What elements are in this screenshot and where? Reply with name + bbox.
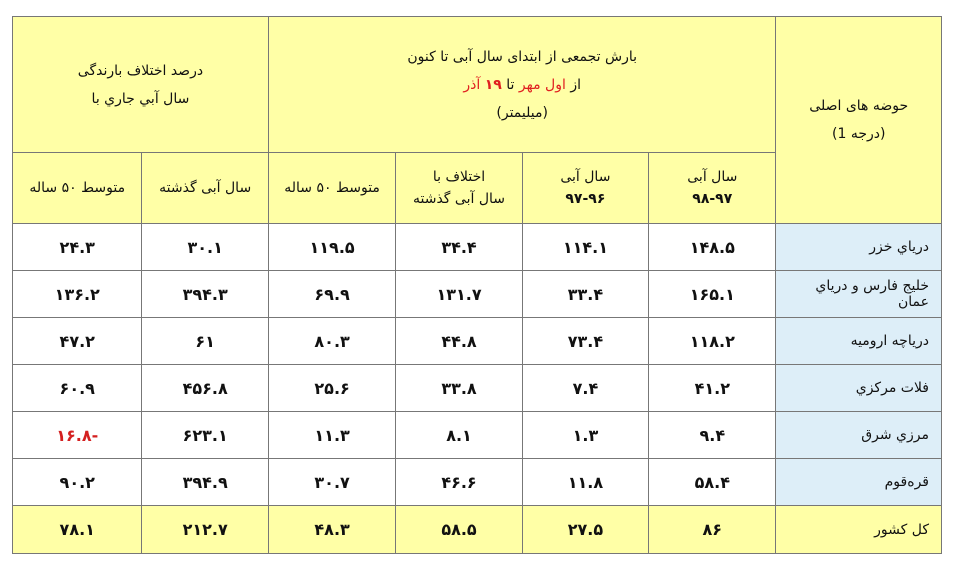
col-prev-year: ۹۷-۹۶ (565, 191, 606, 207)
cell-prev: ۱۱.۸ (522, 459, 648, 506)
period-day: ۱۹ (484, 76, 502, 93)
cell-prev: ۷.۴ (522, 365, 648, 412)
col-current-label: سال آبی (687, 169, 738, 185)
diff-title: درصد اختلاف بارندگی (77, 62, 204, 79)
basin-name: درياي خزر (776, 224, 942, 271)
cell-current: ۱۴۸.۵ (649, 224, 776, 271)
header-row-1 (13, 17, 942, 153)
cell-pct-prev: ۳۹۴.۳ (142, 271, 268, 318)
cell-current: ۱۶۵.۱ (649, 271, 776, 318)
period-to: تا (506, 76, 515, 93)
period-prefix: از (570, 76, 581, 93)
table-row (13, 459, 942, 506)
table-row (13, 224, 942, 271)
cell-avg50: ۸۰.۳ (268, 318, 395, 365)
cell-avg50: ۳۰.۷ (268, 459, 395, 506)
rainfall-table (12, 16, 942, 554)
basin-name: فلات مركزي (776, 365, 942, 412)
basin-name: مرزي شرق (776, 412, 942, 459)
basin-header-degree: (درجه 1) (832, 126, 886, 142)
cell-avg50: ۶۹.۹ (268, 271, 395, 318)
basin-name: درياچه اروميه (776, 318, 942, 365)
cell-pct-avg50: ۴۷.۲ (13, 318, 142, 365)
diff-subtitle: سال آبي جاري با (91, 90, 190, 107)
col-diffprev-header (396, 153, 522, 224)
col-pct-avg50-header: متوسط ۵۰ ساله (13, 153, 142, 224)
basin-header-title: حوضه های اصلی (809, 98, 909, 114)
cell-avg50: ۱۱.۳ (268, 412, 395, 459)
period-month: آذر (463, 76, 481, 93)
cell-pct-avg50: ۱۳۶.۲ (13, 271, 142, 318)
cell-avg50: ۲۵.۶ (268, 365, 395, 412)
cell-avg50: ۱۱۹.۵ (268, 224, 395, 271)
basin-header (776, 17, 942, 224)
table-row (13, 412, 942, 459)
col-prev-header (522, 153, 648, 224)
total-pct-avg50: ۷۸.۱ (13, 506, 142, 554)
cell-current: ۴۱.۲ (649, 365, 776, 412)
cell-pct-prev: ۳۰.۱ (142, 224, 268, 271)
unit-label: (میلیمتر) (496, 104, 548, 121)
table-row (13, 365, 942, 412)
cell-prev: ۱.۳ (522, 412, 648, 459)
cell-current: ۵۸.۴ (649, 459, 776, 506)
cell-pct-avg50-negative: -۱۶.۸ (13, 412, 142, 459)
col-current-year: ۹۸-۹۷ (692, 191, 733, 207)
table-row (13, 318, 942, 365)
col-pct-prev-header: سال آبی گذشته (142, 153, 268, 224)
cell-diff-prev: ۱۳۱.۷ (396, 271, 522, 318)
cell-pct-prev: ۳۹۴.۹ (142, 459, 268, 506)
col-diffprev-sub: سال آبی گذشته (413, 191, 505, 207)
col-diffprev-label: اختلاف با (432, 169, 486, 185)
total-label: كل كشور (776, 506, 942, 554)
cell-pct-avg50: ۶۰.۹ (13, 365, 142, 412)
cell-diff-prev: ۴۴.۸ (396, 318, 522, 365)
cell-prev: ۳۳.۴ (522, 271, 648, 318)
cell-diff-prev: ۴۶.۶ (396, 459, 522, 506)
cell-pct-prev: ۶۲۳.۱ (142, 412, 268, 459)
basin-name: قره‌قوم (776, 459, 942, 506)
period-start: اول مهر (518, 76, 566, 93)
total-pct-prev: ۲۱۲.۷ (142, 506, 268, 554)
col-avg50-header: متوسط ۵۰ ساله (268, 153, 395, 224)
total-current: ۸۶ (649, 506, 776, 554)
col-prev-label: سال آبی (560, 169, 611, 185)
total-avg50: ۴۸.۳ (268, 506, 395, 554)
diff-header (13, 17, 269, 153)
cell-diff-prev: ۸.۱ (396, 412, 522, 459)
total-row (13, 506, 942, 554)
cell-current: ۱۱۸.۲ (649, 318, 776, 365)
period-line (275, 71, 770, 99)
cell-pct-prev: ۴۵۶.۸ (142, 365, 268, 412)
table-row (13, 271, 942, 318)
cell-pct-avg50: ۹۰.۲ (13, 459, 142, 506)
cell-diff-prev: ۳۳.۸ (396, 365, 522, 412)
cell-pct-prev: ۶۱ (142, 318, 268, 365)
cumulative-header (268, 17, 776, 153)
cumulative-title: بارش تجمعی از ابتدای سال آبی تا کنون (407, 48, 638, 65)
cell-prev: ۱۱۴.۱ (522, 224, 648, 271)
col-current-header (649, 153, 776, 224)
cell-current: ۹.۴ (649, 412, 776, 459)
total-prev: ۲۷.۵ (522, 506, 648, 554)
cell-diff-prev: ۳۴.۴ (396, 224, 522, 271)
cell-pct-avg50: ۲۴.۳ (13, 224, 142, 271)
total-diff-prev: ۵۸.۵ (396, 506, 522, 554)
basin-name: خليج فارس و درياي عمان (776, 271, 942, 318)
cell-prev: ۷۳.۴ (522, 318, 648, 365)
